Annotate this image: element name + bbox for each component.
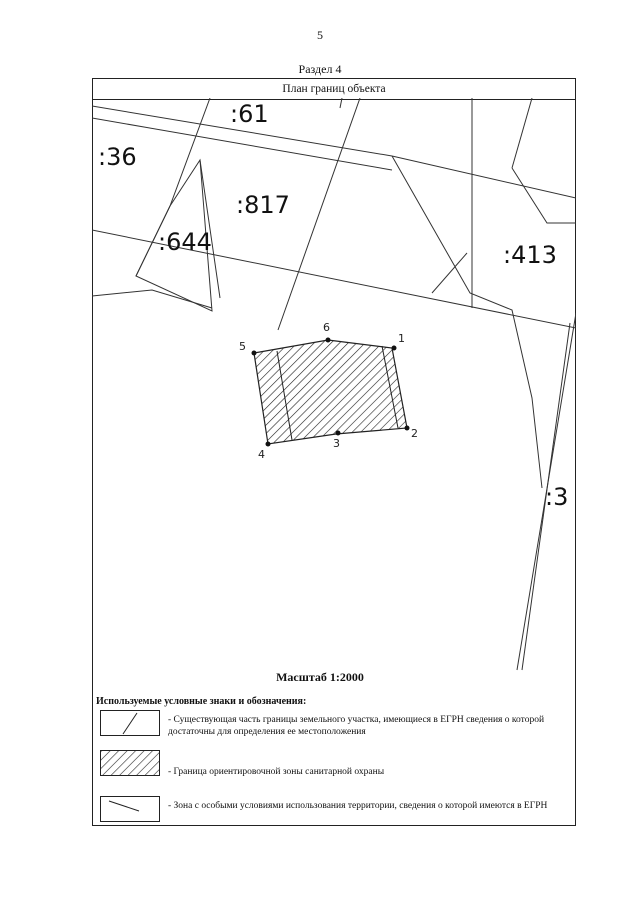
parcel-label: :817 bbox=[236, 191, 290, 219]
point-marker bbox=[405, 426, 410, 431]
section-title: Раздел 4 bbox=[298, 62, 342, 76]
point-label: 3 bbox=[333, 437, 340, 450]
boundary-map bbox=[92, 98, 576, 678]
map-drawing bbox=[92, 98, 576, 678]
parcel-boundary bbox=[278, 98, 360, 330]
legend-swatch bbox=[100, 710, 160, 736]
legend-heading: Используемые условные знаки и обозначения: bbox=[96, 696, 307, 707]
point-label: 4 bbox=[258, 448, 265, 461]
point-label: 5 bbox=[239, 340, 246, 353]
parcel-label: :36 bbox=[98, 143, 137, 171]
parcel-boundary bbox=[92, 290, 212, 308]
point-label: 2 bbox=[411, 427, 418, 440]
parcel-boundary bbox=[392, 156, 576, 198]
legend-text: - Граница ориентировочной зоны санитарной охраны bbox=[168, 767, 385, 777]
legend-swatch bbox=[100, 750, 160, 776]
parcel-label: :644 bbox=[158, 228, 212, 256]
map-scale: Масштаб 1:2000 bbox=[276, 670, 364, 684]
page-number: 5 bbox=[317, 28, 323, 42]
parcel-label: :3 bbox=[545, 483, 569, 511]
plan-title: План границ объекта bbox=[93, 79, 575, 100]
point-marker bbox=[266, 442, 271, 447]
parcel-boundary bbox=[512, 98, 532, 168]
legend-swatch bbox=[100, 796, 160, 822]
parcel-label: :61 bbox=[230, 100, 269, 128]
legend-text: - Зона с особыми условиями использования территории, сведения о которой имеются в ЕГРН bbox=[168, 801, 548, 811]
parcel-boundary bbox=[340, 98, 342, 108]
parcel-label: :413 bbox=[503, 241, 557, 269]
point-label: 6 bbox=[323, 321, 330, 334]
point-marker bbox=[252, 351, 257, 356]
parcel-boundary bbox=[136, 98, 212, 311]
point-marker bbox=[326, 338, 331, 343]
legend-text: - Существующая часть границы земельного участка, имеющиеся в ЕГРН сведения о которой достаточны для определения ее местоположения bbox=[168, 715, 545, 737]
point-marker bbox=[336, 431, 341, 436]
point-marker bbox=[392, 346, 397, 351]
point-label: 1 bbox=[398, 332, 405, 345]
parcel-boundary bbox=[432, 253, 467, 293]
